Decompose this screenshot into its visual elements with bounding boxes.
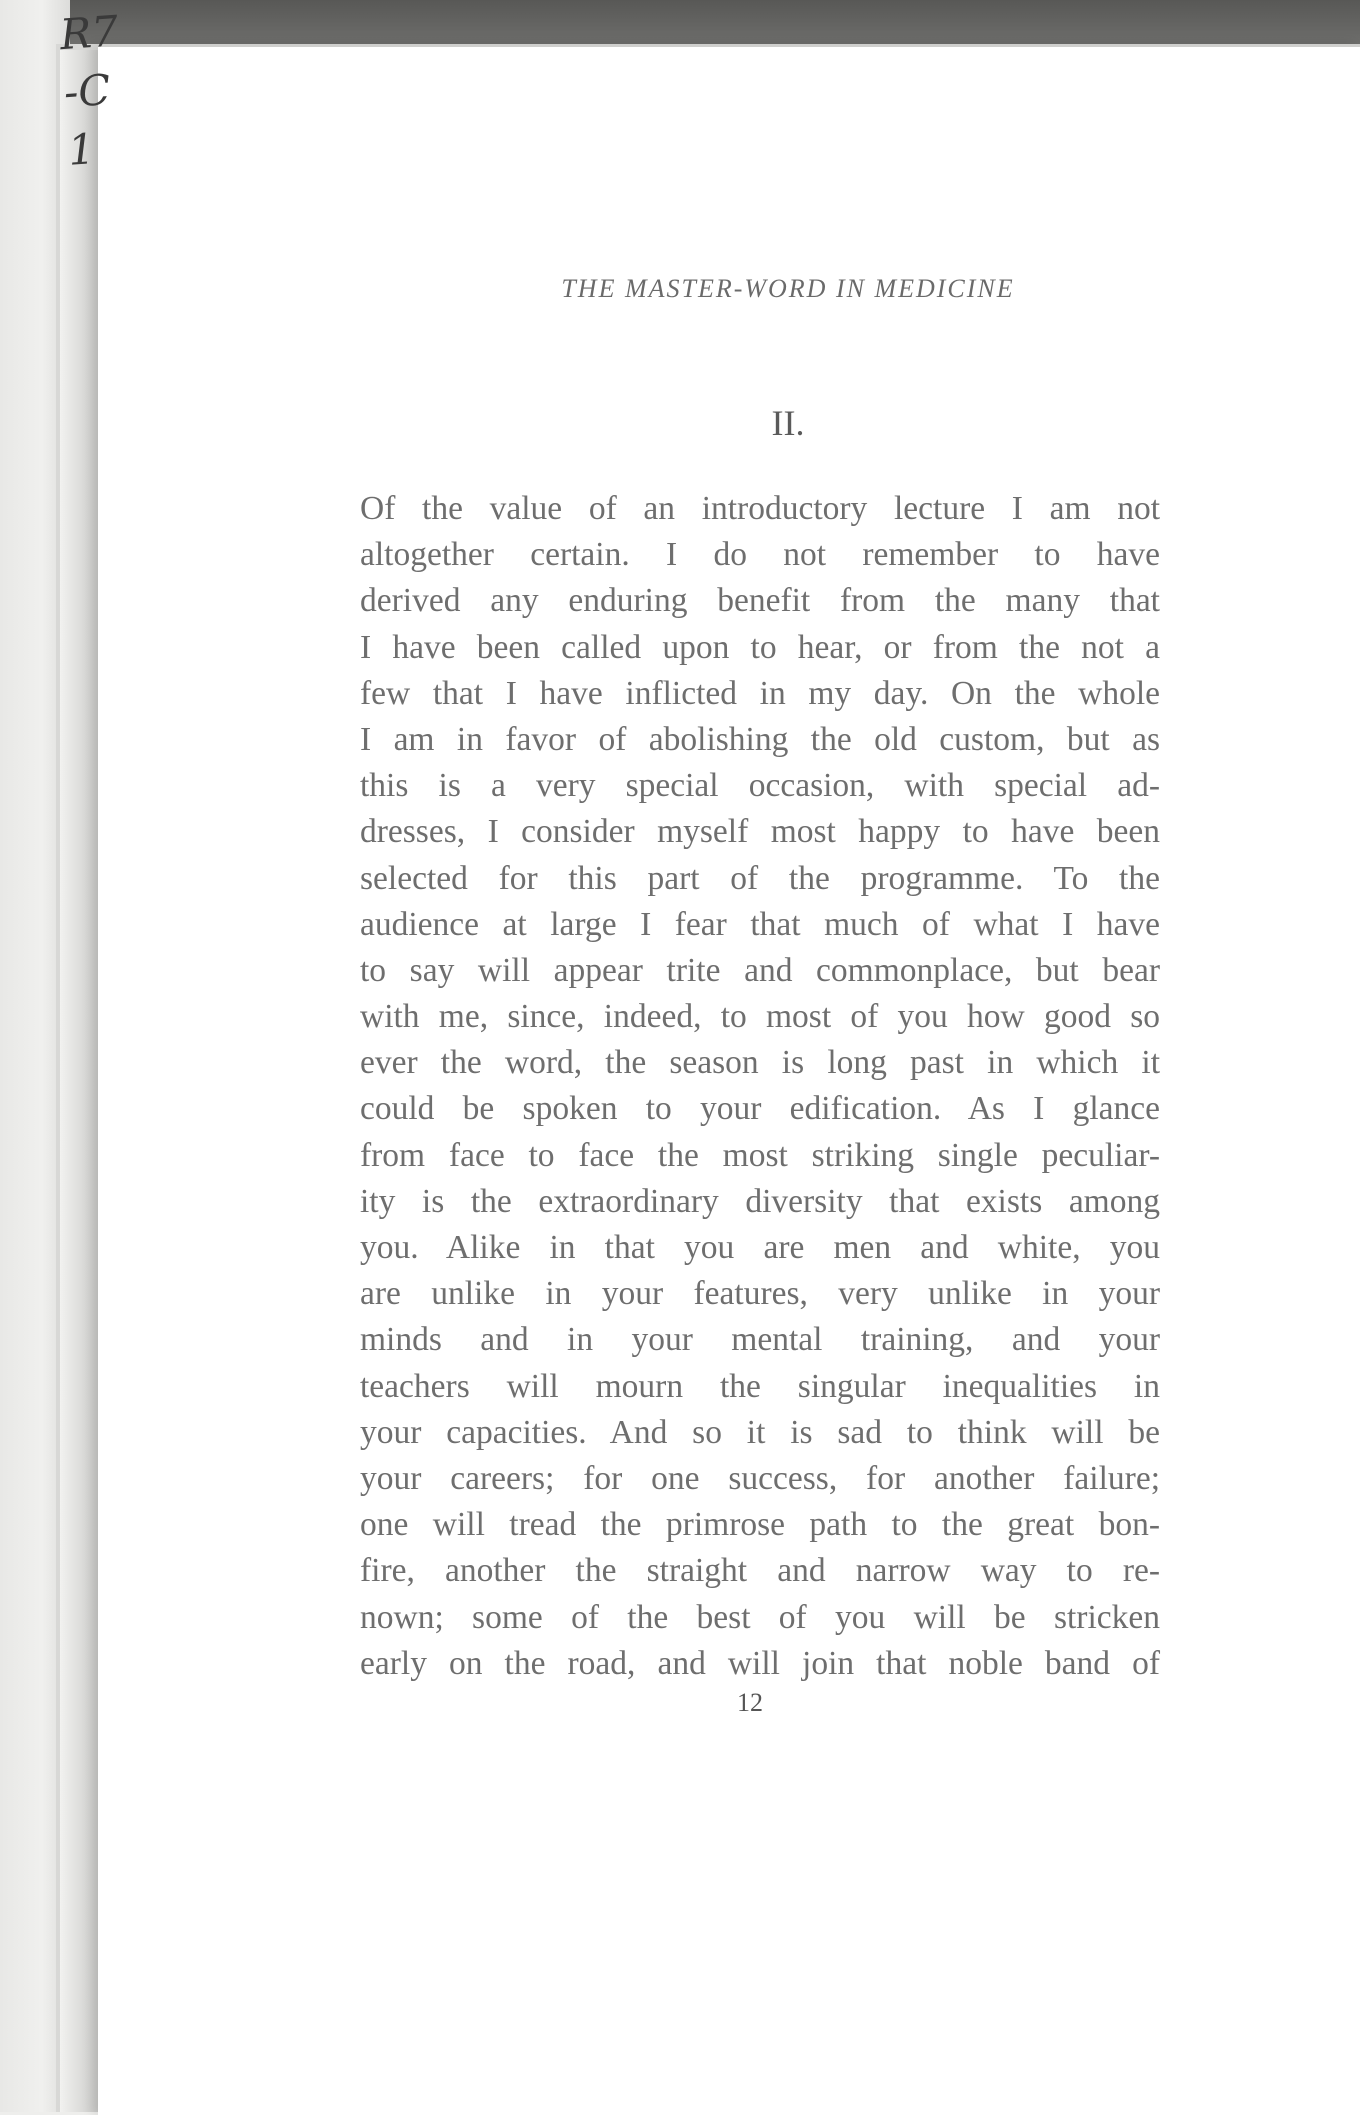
page-edge-shadow: [60, 50, 100, 2112]
running-title: THE MASTER-WORD IN MEDICINE: [561, 274, 1015, 303]
text-line: with me, since, indeed, to most of you how good so: [360, 998, 1160, 1036]
text-line: fire, another the straight and narrow way to re-: [360, 1552, 1160, 1590]
text-line: I am in favor of abolishing the old custom, but as: [360, 720, 1160, 758]
text-line: audience at large I fear that much of what I have: [360, 905, 1160, 943]
text-line: teachers will mourn the singular inequalities in: [360, 1367, 1160, 1405]
text-line: dresses, I consider myself most happy to have been: [360, 813, 1160, 851]
text-line: I have been called upon to hear, or from the not a: [360, 628, 1160, 666]
handwritten-margin-note: [58, 2, 130, 180]
text-line: could be spoken to your edification. As I glance: [360, 1090, 1160, 1128]
text-line: this is a very special occasion, with special ad-: [360, 767, 1160, 805]
text-line: early on the road, and will join that noble band of: [360, 1644, 1160, 1682]
section-number: II.: [771, 403, 805, 443]
text-line: nown; some of the best of you will be stricken: [360, 1598, 1160, 1636]
text-line: you. Alike in that you are men and white, you: [360, 1229, 1160, 1266]
body-text: [360, 486, 1160, 1687]
text-line: ever the word, the season is long past in which it: [360, 1044, 1160, 1082]
page-number: 12: [737, 1688, 763, 1717]
text-line: ity is the extraordinary diversity that exists among: [360, 1182, 1160, 1220]
text-line: selected for this part of the programme. To the: [360, 859, 1160, 897]
text-line: your capacities. And so it is sad to think will be: [360, 1413, 1160, 1451]
text-line: one will tread the primrose path to the great bon-: [360, 1506, 1160, 1544]
text-line: to say will appear trite and commonplace, but bear: [360, 951, 1160, 989]
text-line: your careers; for one success, for another failure;: [360, 1459, 1160, 1497]
text-line: altogether certain. I do not remember to have: [360, 536, 1160, 574]
text-line: derived any enduring benefit from the many that: [360, 582, 1160, 620]
text-line: are unlike in your features, very unlike in your: [360, 1275, 1160, 1313]
margin-note-line: -C: [62, 64, 112, 118]
text-line: few that I have inflicted in my day. On the whole: [360, 674, 1160, 712]
text-line: Of the value of an introductory lecture I am not: [360, 490, 1160, 527]
text-line: minds and in your mental training, and your: [360, 1321, 1160, 1359]
margin-note-line: R7: [58, 6, 120, 60]
margin-note-line: 1: [66, 124, 97, 175]
text-line: from face to face the most striking single peculiar-: [360, 1136, 1160, 1174]
